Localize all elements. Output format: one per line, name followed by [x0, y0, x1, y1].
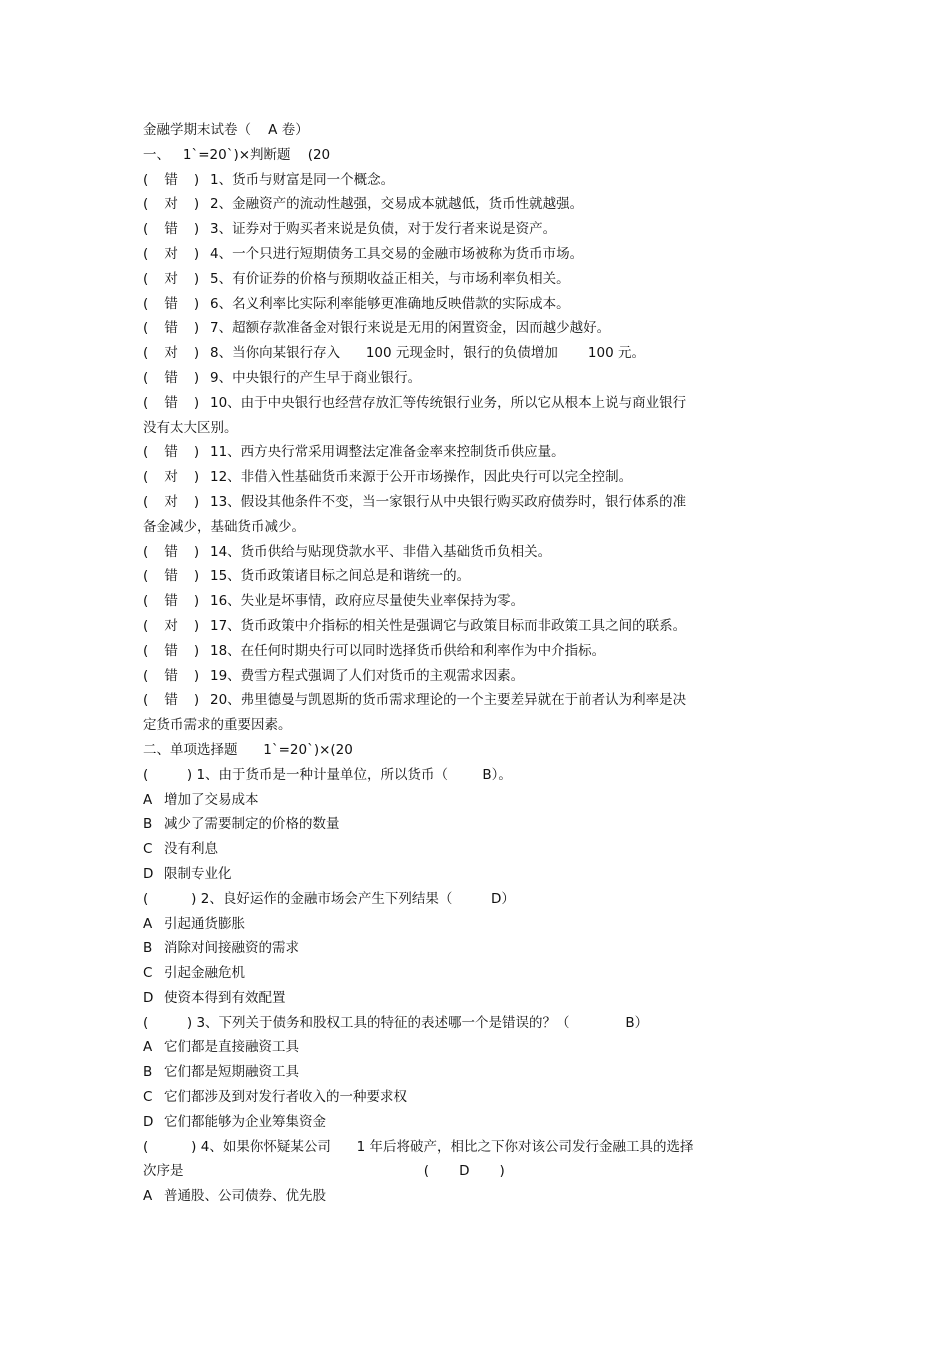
option-text: 它们都是短期融资工具 — [164, 1064, 299, 1081]
tf-question — [143, 540, 753, 565]
answer-mark: ( 对 ) — [143, 267, 210, 292]
option-text: 它们都涉及到对发行者收入的一种要求权 — [164, 1089, 407, 1106]
question-text: 19、费雪方程式强调了人们对货币的主观需求因素。 — [210, 667, 525, 684]
answer-mark: ( 错 ) — [143, 540, 210, 565]
option-letter: A — [143, 791, 153, 808]
multiple-choice-list — [143, 763, 753, 1209]
tf-question — [143, 341, 753, 366]
question-text-continued: 没有太大区别。 — [143, 419, 238, 436]
question-text: 1、货币与财富是同一个概念。 — [210, 171, 395, 188]
tf-question — [143, 564, 753, 589]
option-text: 增加了交易成本 — [164, 791, 259, 808]
option-text: 减少了需要制定的价格的数量 — [164, 816, 340, 833]
answer-value: 对 — [164, 245, 178, 262]
tf-question — [143, 440, 753, 465]
answer-mark: ( 错 ) — [143, 366, 210, 391]
answer-value: 错 — [164, 221, 178, 238]
answer-value: 错 — [164, 692, 178, 709]
option-letter: D — [143, 865, 154, 882]
answer-value: 错 — [164, 543, 178, 560]
mcq-option — [143, 1085, 753, 1110]
question-text: 5、有价证券的价格与预期收益正相关，与市场利率负相关。 — [210, 270, 570, 287]
option-text: 使资本得到有效配置 — [164, 989, 286, 1006]
answer-value: 对 — [164, 270, 178, 287]
section1-heading: 一、 1`=20`)×判断题 (20 — [143, 146, 331, 163]
question-text: 11、西方央行常采用调整法定准备金率来控制货币供应量。 — [210, 444, 565, 461]
exam-title: 金融学期末试卷（ A 卷） — [143, 122, 309, 138]
option-letter: D — [143, 1113, 154, 1130]
option-letter: B — [143, 1064, 153, 1081]
tf-question — [143, 688, 753, 713]
answer-mark: ( 错 ) — [143, 292, 210, 317]
mcq-option — [143, 912, 753, 937]
option-letter: C — [143, 965, 153, 982]
answer-value: 错 — [164, 295, 178, 312]
mcq-stem: ( ) 1、由于货币是一种计量单位，所以货币（ B）。 — [143, 766, 512, 783]
answer-value: 错 — [164, 320, 178, 337]
option-text: 没有利息 — [164, 841, 218, 858]
tf-question — [143, 614, 753, 639]
tf-question — [143, 639, 753, 664]
answer-mark: ( 错 ) — [143, 316, 210, 341]
answer-value: 对 — [164, 196, 178, 213]
tf-question — [143, 664, 753, 689]
tf-question — [143, 217, 753, 242]
mcq-option — [143, 788, 753, 813]
question-text: 8、当你向某银行存入 100 元现金时，银行的负债增加 100 元。 — [210, 345, 645, 362]
answer-value: 对 — [164, 469, 178, 486]
answer-mark: ( 对 ) — [143, 341, 210, 366]
tf-question — [143, 366, 753, 391]
option-letter: C — [143, 1089, 153, 1106]
mcq-stem: ( ) 3、下列关于债务和股权工具的特征的表述哪一个是错误的？（ B） — [143, 1014, 649, 1031]
answer-mark: ( 对 ) — [143, 465, 210, 490]
option-letter: B — [143, 940, 153, 957]
mcq-stem: ( ) 4、如果你怀疑某公司 1 年后将破产，相比之下你对该公司发行金融工具的选择 — [143, 1138, 694, 1155]
tf-question — [143, 168, 753, 193]
answer-mark: ( 对 ) — [143, 490, 210, 515]
option-text: 引起通货膨胀 — [164, 915, 245, 932]
exam-content — [143, 118, 753, 1209]
answer-mark: ( 错 ) — [143, 639, 210, 664]
answer-mark: ( 错 ) — [143, 564, 210, 589]
question-text: 6、名义利率比实际利率能够更准确地反映借款的实际成本。 — [210, 295, 570, 312]
answer-value: 错 — [164, 667, 178, 684]
option-letter: A — [143, 1039, 153, 1056]
question-text-continued: 定货币需求的重要因素。 — [143, 717, 292, 734]
section2-heading: 二、单项选择题 1`=20`)×(20 — [143, 741, 353, 758]
answer-mark: ( 错 ) — [143, 217, 210, 242]
tf-question — [143, 192, 753, 217]
answer-value: 错 — [164, 444, 178, 461]
mcq-option — [143, 862, 753, 887]
tf-question — [143, 267, 753, 292]
tf-question — [143, 292, 753, 317]
mcq-option — [143, 812, 753, 837]
mcq-option — [143, 1060, 753, 1085]
answer-value: 错 — [164, 593, 178, 610]
option-letter: A — [143, 1188, 153, 1205]
question-text: 2、金融资产的流动性越强，交易成本就越低，货币性就越强。 — [210, 196, 584, 213]
mcq-option — [143, 837, 753, 862]
question-text-continued: 备金减少，基础货币减少。 — [143, 518, 305, 535]
question-text: 20、弗里德曼与凯恩斯的货币需求理论的一个主要差异就在于前者认为利率是决 — [210, 692, 687, 709]
tf-question — [143, 465, 753, 490]
question-text: 12、非借入性基础货币来源于公开市场操作，因此央行可以完全控制。 — [210, 469, 633, 486]
question-text: 3、证券对于购买者来说是负债，对于发行者来说是资产。 — [210, 221, 557, 238]
mcq-option — [143, 986, 753, 1011]
question-text: 15、货币政策诸目标之间总是和谐统一的。 — [210, 568, 471, 585]
question-text: 18、在任何时期央行可以同时选择货币供给和利率作为中介指标。 — [210, 642, 606, 659]
tf-question — [143, 490, 753, 515]
question-text: 14、货币供给与贴现贷款水平、非借入基础货币负相关。 — [210, 543, 552, 560]
answer-mark: ( 对 ) — [143, 242, 210, 267]
question-text: 4、一个只进行短期债务工具交易的金融市场被称为货币市场。 — [210, 245, 584, 262]
option-letter: D — [143, 989, 154, 1006]
tf-question — [143, 242, 753, 267]
tf-question — [143, 316, 753, 341]
answer-value: 错 — [164, 369, 178, 386]
answer-value: 错 — [164, 171, 178, 188]
question-text: 10、由于中央银行也经营存放汇等传统银行业务，所以它从根本上说与商业银行 — [210, 394, 687, 411]
answer-mark: ( 错 ) — [143, 440, 210, 465]
option-letter: C — [143, 841, 153, 858]
true-false-list — [143, 168, 753, 738]
question-text: 17、货币政策中介指标的相关性是强调它与政策目标而非政策工具之间的联系。 — [210, 617, 687, 634]
mcq-option — [143, 1110, 753, 1135]
option-letter: B — [143, 816, 153, 833]
answer-value: 对 — [164, 493, 178, 510]
mcq-stem: ( ) 2、良好运作的金融市场会产生下列结果（ D） — [143, 890, 515, 907]
question-text: 16、失业是坏事情，政府应尽量使失业率保持为零。 — [210, 593, 525, 610]
mcq-option — [143, 1184, 753, 1209]
mcq-option — [143, 961, 753, 986]
answer-value: 错 — [164, 394, 178, 411]
answer-value: 错 — [164, 642, 178, 659]
option-text: 它们都是直接融资工具 — [164, 1039, 299, 1056]
answer-mark: ( 错 ) — [143, 168, 210, 193]
option-text: 它们都能够为企业筹集资金 — [164, 1113, 326, 1130]
answer-value: 对 — [164, 345, 178, 362]
answer-mark: ( 错 ) — [143, 688, 210, 713]
answer-mark: ( 错 ) — [143, 664, 210, 689]
option-letter: A — [143, 915, 153, 932]
answer-mark: ( 对 ) — [143, 192, 210, 217]
option-text: 限制专业化 — [164, 865, 232, 882]
question-text: 9、中央银行的产生早于商业银行。 — [210, 369, 422, 386]
answer-value: 对 — [164, 617, 178, 634]
question-text: 13、假设其他条件不变，当一家银行从中央银行购买政府债券时，银行体系的准 — [210, 493, 687, 510]
tf-question — [143, 589, 753, 614]
option-text: 普通股、公司债券、优先股 — [164, 1188, 326, 1205]
answer-value: 错 — [164, 568, 178, 585]
option-text: 消除对间接融资的需求 — [164, 940, 299, 957]
option-text: 引起金融危机 — [164, 965, 245, 982]
answer-mark: ( 错 ) — [143, 589, 210, 614]
answer-mark: ( 对 ) — [143, 614, 210, 639]
tf-question — [143, 391, 753, 416]
mcq-stem-continued: 次序是 ( D ) — [143, 1163, 505, 1180]
question-text: 7、超额存款准备金对银行来说是无用的闲置资金，因而越少越好。 — [210, 320, 611, 337]
mcq-option — [143, 1035, 753, 1060]
answer-mark: ( 错 ) — [143, 391, 210, 416]
mcq-option — [143, 936, 753, 961]
